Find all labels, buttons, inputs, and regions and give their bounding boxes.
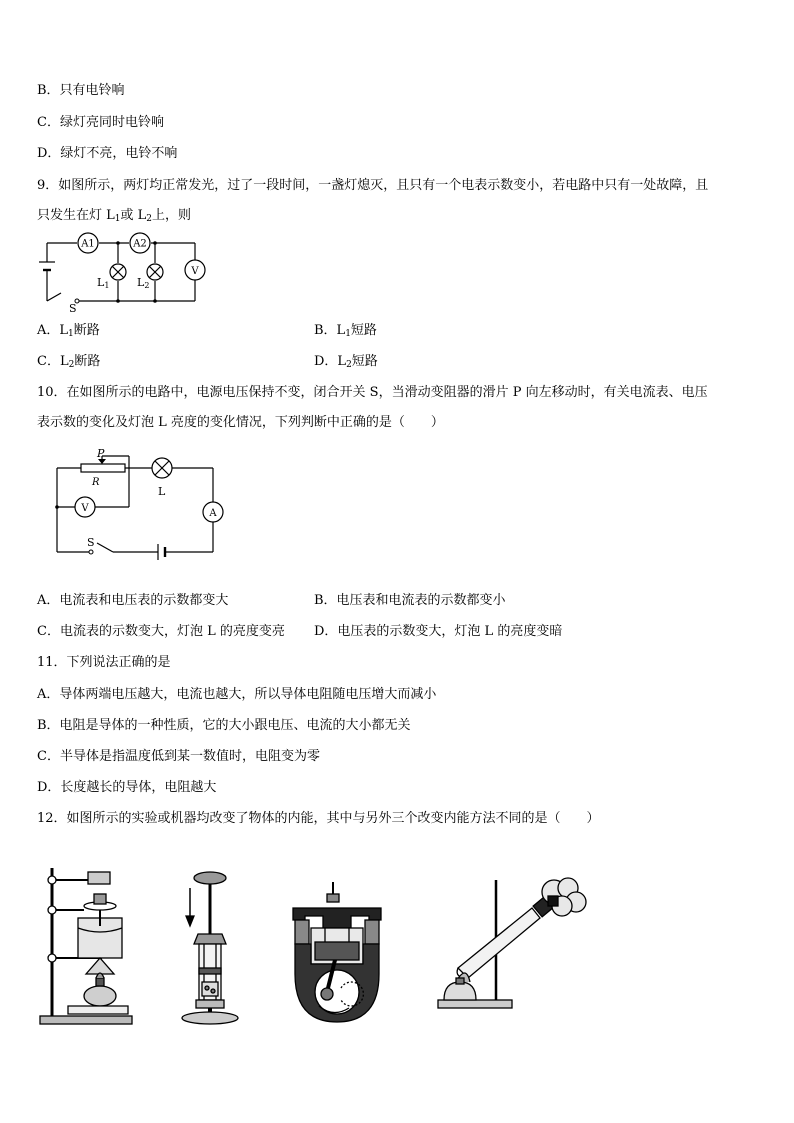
q11-stem: 11．下列说法正确的是 [37,655,171,670]
q12-figure-heating-water-apparatus [38,866,140,1028]
q10-stem-line2: 表示数的变化及灯泡 L 亮度的变化情况，下列判断中正确的是（ ） [37,415,444,430]
q9-stem-line2: 只发生在灯 $L_1$或 $L_2$上，则 [37,208,192,224]
q9-lamp-l1-label: L1 [97,276,110,290]
q10-option-b: B．电压表和电流表的示数都变小 [314,593,506,608]
q10-rheostat-r-label: R [92,477,100,488]
q10-lamp-l-label: L [158,485,166,498]
q11-option-a: A．导体两端电压越大，电流也越大，所以导体电阻随电压增大而减小 [37,687,437,702]
q9-voltmeter-label: V [191,266,199,277]
q10-slider-p-label: P [97,447,105,460]
q10-voltmeter-label: V [81,503,89,514]
q12-stem: 12．如图所示的实验或机器均改变了物体的内能，其中与另外三个改变内能方法不同的是（ ） [37,811,600,826]
q9-option-c: C．$L_2$断路 [37,354,101,370]
q9-circuit-diagram [35,232,215,315]
q9-ammeter-a2-label: A2 [133,238,147,250]
q9-option-b: B．$L_1$短路 [314,323,377,339]
q10-option-d: D．电压表的示数变大，灯泡 L 的亮度变暗 [314,624,563,639]
q12-figure-fire-syringe [178,868,242,1028]
q8-option-d: D．绿灯不亮，电铃不响 [37,146,178,161]
q10-option-a: A．电流表和电压表的示数都变大 [37,593,229,608]
q10-option-c: C．电流表的示数变大，灯泡 L 的亮度变亮 [37,624,285,639]
q9-ammeter-a1-label: A1 [81,238,95,250]
q11-option-d: D．长度越长的导体，电阻越大 [37,780,217,795]
q10-stem-line1: 10．在如图所示的电路中，电源电压保持不变，闭合开关 S，当滑动变阻器的滑片 P 向左移动时，有关电流表、电压 [37,385,708,400]
q9-lamp-l2-label: L2 [137,276,150,290]
q10-circuit-diagram [45,448,230,560]
q9-stem-line1: 9．如图所示，两灯均正常发光，过了一段时间，一盏灯熄灭，且只有一个电表示数变小，若电路中只有一处故障，且 [37,178,709,193]
q8-option-b: B．只有电铃响 [37,83,125,98]
q9-switch-label: S [69,302,77,315]
q8-option-c: C．绿灯亮同时电铃响 [37,115,164,130]
q9-option-a: A．$L_1$断路 [37,323,100,339]
q11-option-c: C．半导体是指温度低到某一数值时，电阻变为零 [37,749,320,764]
q12-figure-test-tube-cork [434,874,590,1014]
q9-option-d: D．$L_2$短路 [314,354,378,370]
q10-switch-label: S [87,536,95,549]
q11-option-b: B．电阻是导体的一种性质，它的大小跟电压、电流的大小都无关 [37,718,411,733]
q10-ammeter-label: A [209,508,217,519]
q12-figure-engine-cylinder [289,880,385,1026]
